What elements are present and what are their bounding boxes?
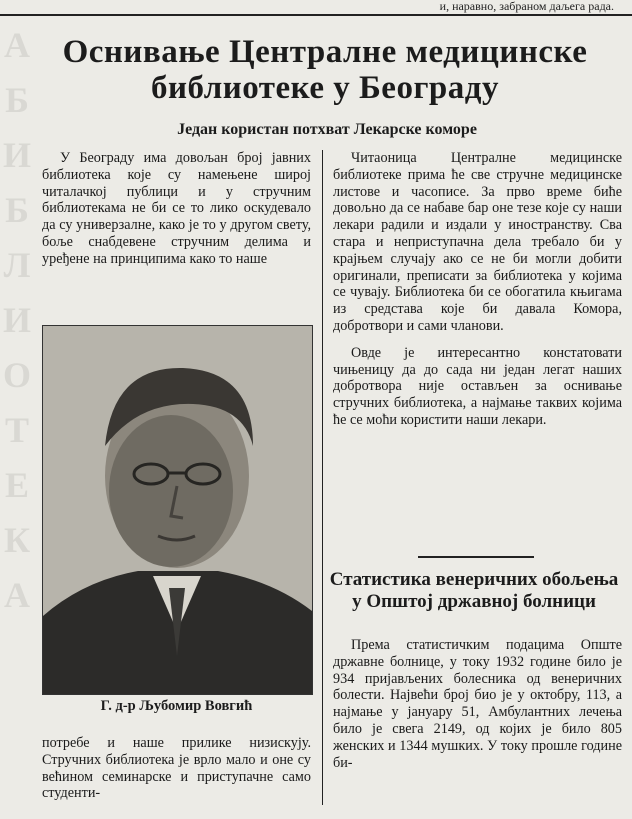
watermark-letter: И [2, 300, 31, 340]
watermark-letter: А [4, 575, 30, 615]
right-column-paragraph-1: Читаоница Централне медицинске библиотеке прима ће све стручне медицинске листове и часописе. За прво време биће довољно да се набаве бар оне тезе које су наши лекари радили и издали у иностранству. Сва стара и неприступачна дела требало би у крајњем случају ако се не би могли добити оригинали, преписати за библиотека у којима се чувају. Библиотека би се обогатила књигама из средстава које би давала Комора, добротвори и сами чланови. [333, 150, 622, 334]
section-divider [418, 556, 534, 558]
article-headline: Оснивање Централне медицинске библиотеке у Београду [62, 34, 588, 106]
statistics-headline: Статистика венеричних обољења у Општој државној болници [329, 569, 619, 612]
left-bottom-paragraph: потребе и наше прилике низискују. Стручних библиотека је врло мало и оне су већином семинарске и приступачне само студенти- [42, 735, 311, 802]
portrait-photo [42, 325, 313, 695]
left-column-intro [42, 150, 311, 268]
portrait-image [43, 326, 312, 694]
photo-caption: Г. д-р Љубомир Вовгић [100, 698, 253, 714]
watermark-letter: Б [5, 80, 29, 120]
statistics-column [333, 637, 622, 771]
statistics-paragraph: Према статистичким подацима Опште државне болнице, у току 1932 године било је 934 пријављених болесника од венеричних болести. Највећи број био је у октобру, 113, а најмање у јануару 51, Амбулантних лечења било је свега 2149, од којих је било 805 женских и 1344 мушких. У току прошле године би- [333, 637, 622, 771]
watermark-letter: Б [5, 190, 29, 230]
right-column [333, 150, 622, 429]
watermark-letter: Л [3, 245, 31, 285]
article-subheadline: Један користан потхват Лекарске коморе [177, 121, 477, 138]
right-column-paragraph-2: Овде је интересантно констатовати чињеницу да до сада ни један легат наших добротвора није остављен за оснивање стручних библиотека, а најмање таквих којима ће се моћи користити наши лекари. [333, 344, 622, 428]
watermark-letter: Е [4, 465, 29, 505]
column-divider [322, 150, 323, 805]
watermark-letter: Т [4, 410, 29, 450]
left-column-paragraph: У Београду има довољан број јавних библиотека које су намењене широј читалачкој публици и у стручним библиотекама не би се то лико оскудевало да су универзалне, како је то у другом свету, боље снабдевене стручним делима и уређене на принципима како то наше [42, 150, 311, 267]
left-column-continuation [42, 735, 311, 802]
library-watermark [0, 18, 34, 623]
previous-article-tail: и, наравно, забраном даљега рада. [0, 0, 632, 16]
watermark-letter: О [2, 355, 31, 395]
watermark-letter: И [2, 135, 31, 175]
watermark-letter: К [3, 520, 31, 560]
watermark-letter: А [4, 25, 30, 65]
